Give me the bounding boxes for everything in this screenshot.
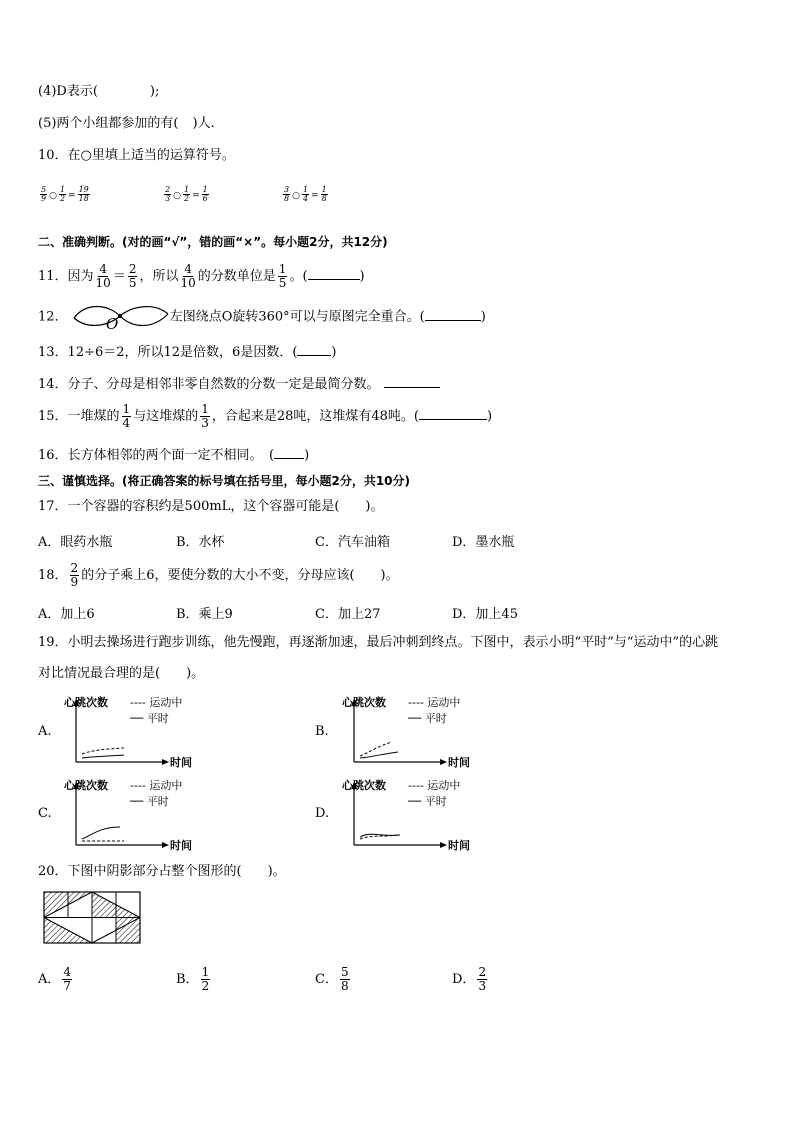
- legend-running: ---- 运动中: [130, 779, 183, 792]
- q16-answer-blank[interactable]: [274, 446, 304, 459]
- q15: 15．一堆煤的 $\frac{1}{4}$ 与这堆煤的 $\frac{1}{3}$ ，合起来是28吨，这堆煤有48吨。( ): [38, 402, 493, 430]
- q17-option-b[interactable]: B．水杯: [176, 535, 225, 550]
- rotation-figure: [72, 304, 170, 330]
- q17-option-c[interactable]: C．汽车油箱: [315, 535, 390, 550]
- q20-shaded-figure: [42, 890, 142, 946]
- q10-expr-1: $\frac{5}{9}$ ○ $\frac{1}{2}$ = $\frac{19}{18}$: [41, 185, 89, 203]
- x-axis-label: 时间: [170, 839, 192, 851]
- y-axis-label: 心跳次数: [342, 779, 386, 792]
- normal-heart-rate-line: [82, 827, 120, 839]
- x-axis-arrow-icon: [162, 842, 169, 848]
- q16: 16．长方体相邻的两个面一定不相同。 ( ): [38, 448, 310, 463]
- q11: 11．因为 $\frac{4}{10}$ ＝ $\frac{2}{5}$ ，所以 $\frac{4}{10}$ 的分数单位是 $\frac{1}{5}$ 。( ): [38, 262, 365, 290]
- q12: 12． O 左图绕点O旋转360°可以与原图完全重合。( ): [38, 304, 486, 330]
- legend-normal: ── 平时: [408, 795, 447, 808]
- q19-option-b-label[interactable]: B.: [315, 724, 329, 739]
- x-axis-label: 时间: [170, 756, 192, 768]
- q20-option-d[interactable]: D． $\frac{2}{3}$: [452, 965, 487, 993]
- legend-running: ---- 运动中: [408, 779, 461, 792]
- y-axis-label: 心跳次数: [64, 779, 108, 792]
- q20-option-c[interactable]: C． $\frac{5}{8}$: [315, 965, 349, 993]
- q9-item4: (4)D表示( );: [38, 84, 160, 99]
- q10-expr-3: $\frac{3}{8}$ ○ $\frac{1}{4}$ = $\frac{1}{8}$: [284, 185, 327, 203]
- legend-normal: ── 平时: [408, 712, 447, 725]
- x-axis-arrow-icon: [440, 842, 447, 848]
- q13-answer-blank[interactable]: [297, 343, 331, 356]
- running-heart-rate-line: [82, 748, 124, 754]
- q19-stem-line1: 19．小明去操场进行跑步训练，他先慢跑，再逐渐加速，最后冲刺到终点。下图中，表示小明“平时”与“运动中”的心跳: [38, 635, 719, 650]
- q11-answer-blank[interactable]: [308, 267, 360, 280]
- legend-normal: ── 平时: [130, 795, 169, 808]
- q19-option-a-label[interactable]: A.: [38, 724, 52, 739]
- q17-option-d[interactable]: D．墨水瓶: [452, 535, 515, 550]
- q13: 13．12÷6＝2，所以12是倍数，6是因数．( ): [38, 345, 337, 360]
- q18-option-b[interactable]: B．乘上9: [176, 607, 233, 622]
- q18-stem: 18． $\frac{2}{9}$ 的分子乘上6，要使分数的大小不变，分母应该( )。: [38, 561, 399, 589]
- section-2-heading: 二、准确判断。(对的画“√”，错的画“×”。每小题2分，共12分): [38, 235, 388, 249]
- point-o-label: O: [105, 315, 118, 330]
- q14-answer-blank[interactable]: [384, 375, 440, 388]
- q18-option-d[interactable]: D．加上45: [452, 607, 518, 622]
- legend-running: ---- 运动中: [130, 696, 183, 709]
- q15-answer-blank[interactable]: [419, 407, 487, 420]
- legend-running: ---- 运动中: [408, 696, 461, 709]
- q18-option-a[interactable]: A．加上6: [38, 607, 95, 622]
- q19-option-c-label[interactable]: C.: [38, 806, 52, 821]
- y-axis-label: 心跳次数: [342, 696, 386, 709]
- q20-stem: 20．下图中阴影部分占整个图形的( )。: [38, 864, 286, 879]
- q18-option-c[interactable]: C．加上27: [315, 607, 381, 622]
- x-axis-arrow-icon: [162, 759, 169, 765]
- q19-chart-c: [62, 777, 212, 855]
- q20-option-b[interactable]: B． $\frac{1}{2}$: [176, 965, 210, 993]
- q19-chart-d: [340, 777, 490, 855]
- q10-expr-2: $\frac{2}{3}$ ○ $\frac{1}{2}$ = $\frac{1}{6}$: [165, 185, 208, 203]
- q12-answer-blank[interactable]: [425, 308, 481, 321]
- q19-chart-b: [340, 694, 490, 772]
- q19-stem-line2: 对比情况最合理的是( )。: [38, 666, 205, 681]
- q14: 14．分子、分母是相邻非零自然数的分数一定是最简分数。: [38, 375, 440, 393]
- q19-chart-a: [62, 694, 212, 772]
- section-3-heading: 三、谨慎选择。(将正确答案的标号填在括号里，每小题2分，共10分): [38, 474, 411, 488]
- x-axis-arrow-icon: [440, 759, 447, 765]
- legend-normal: ── 平时: [130, 712, 169, 725]
- x-axis-label: 时间: [448, 839, 470, 851]
- y-axis-label: 心跳次数: [64, 696, 108, 709]
- q10-stem: 10．在○里填上适当的运算符号。: [38, 148, 235, 163]
- q17-option-a[interactable]: A．眼药水瓶: [38, 535, 113, 550]
- q10-expressions: [38, 186, 330, 204]
- q17-stem: 17．一个容器的容积约是500mL，这个容器可能是( )。: [38, 499, 384, 514]
- q20-option-a[interactable]: A． $\frac{4}{7}$: [38, 965, 72, 993]
- x-axis-label: 时间: [448, 756, 470, 768]
- normal-heart-rate-line: [82, 755, 124, 758]
- q9-item5: (5)两个小组都参加的有( )人.: [38, 116, 215, 131]
- q19-option-d-label[interactable]: D.: [315, 806, 330, 821]
